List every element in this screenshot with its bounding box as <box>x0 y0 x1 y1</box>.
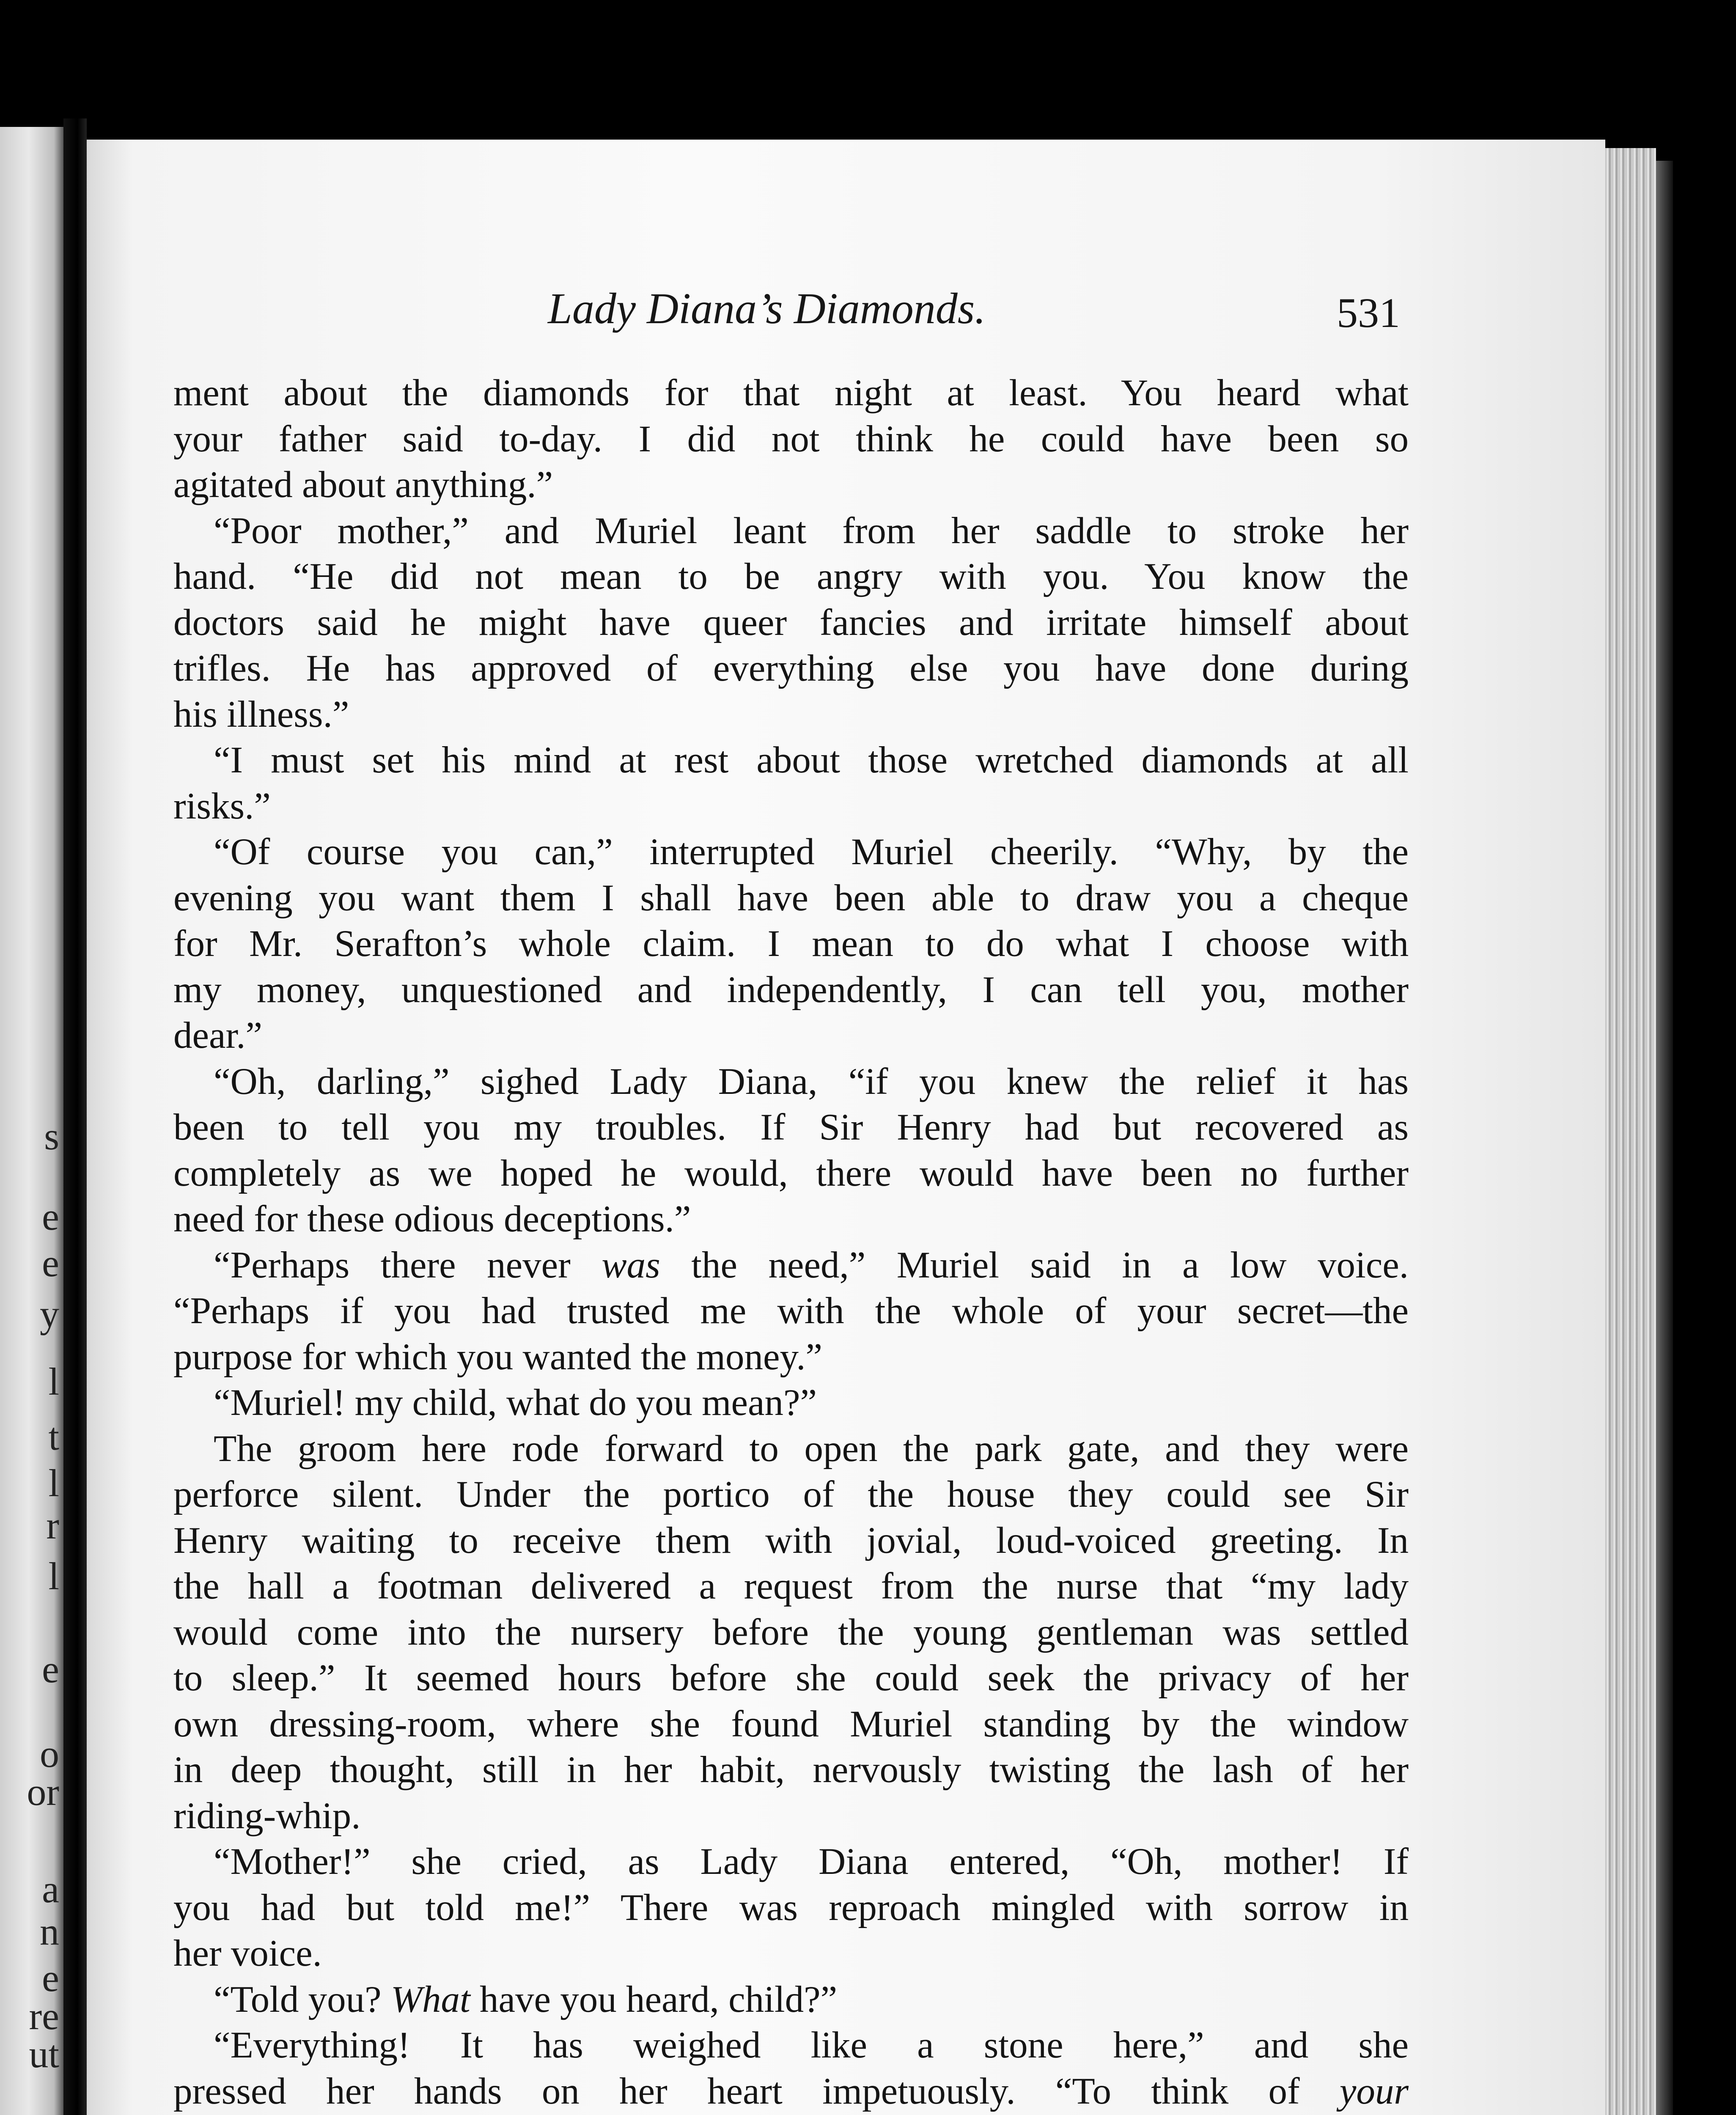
facing-page-fragment: l <box>48 1461 59 1505</box>
facing-page-edge <box>0 127 63 2115</box>
text-line: you had but told me!” There was reproach mingled with sorrow in <box>173 1887 1409 1928</box>
text-line: “Perhaps there never was the need,” Muriel said in a low voice. <box>214 1244 1409 1286</box>
facing-page-fragment: s <box>44 1115 59 1158</box>
text-line: for Mr. Serafton’s whole claim. I mean to do what I choose with <box>173 923 1409 964</box>
facing-page-fragment: e <box>42 1956 59 2000</box>
text-line: been to tell you my troubles. If Sir Henry had but recovered as <box>173 1107 1409 1148</box>
text-line: perforce silent. Under the portico of the house they could see Sir <box>173 1474 1409 1515</box>
text-line: his illness.” <box>173 693 349 735</box>
text-line: hand. “He did not mean to be angry with you. You know the <box>173 556 1409 597</box>
text-line: your father said to-day. I did not think he could have been so <box>173 418 1409 460</box>
text-line: purpose for which you wanted the money.” <box>173 1336 822 1378</box>
text-line: “Everything! It has weighed like a stone here,” and she <box>214 2024 1409 2066</box>
facing-page-fragment: l <box>48 1555 59 1598</box>
text-line: own dressing-room, where she found Muriel standing by the window <box>173 1703 1409 1745</box>
facing-page-fragment: e <box>42 1242 59 1285</box>
text-line: in deep thought, still in her habit, nervously twisting the lash of her <box>173 1749 1409 1791</box>
text-line: Henry waiting to receive them with jovial, loud-voiced greeting. In <box>173 1519 1409 1561</box>
facing-page-fragment: n <box>40 1910 59 1953</box>
text-line: “Poor mother,” and Muriel leant from her saddle to stroke her <box>214 510 1409 552</box>
text-line: “Oh, darling,” sighed Lady Diana, “if you knew the relief it has <box>214 1060 1409 1102</box>
facing-page-fragment: re <box>29 1994 59 2038</box>
text-line: pressed her hands on her heart impetuously. “To think of your <box>173 2070 1409 2112</box>
gutter-shadow <box>63 118 87 2115</box>
facing-page-fragment: e <box>42 1195 59 1238</box>
facing-page-fragment: a <box>42 1868 59 1911</box>
text-line: “Of course you can,” interrupted Muriel cheerily. “Why, by the <box>214 831 1409 873</box>
text-line: evening you want them I shall have been able to draw you a cheque <box>173 877 1409 919</box>
text-line: completely as we hoped he would, there would have been no further <box>173 1152 1409 1194</box>
page-edges <box>1605 148 1656 2115</box>
text-line: risks.” <box>173 785 271 827</box>
text-line: doctors said he might have queer fancies and irritate himself about <box>173 602 1409 643</box>
text-line: “Told you? What have you heard, child?” <box>214 1978 838 2020</box>
facing-page-fragment: y <box>40 1292 59 1335</box>
facing-page-fragment: or <box>27 1770 59 1813</box>
facing-page-fragment: r <box>46 1504 59 1547</box>
text-line: to sleep.” It seemed hours before she could seek the privacy of her <box>173 1657 1409 1699</box>
text-line: trifles. He has approved of everything else you have done during <box>173 648 1409 689</box>
text-line: riding-whip. <box>173 1795 361 1837</box>
text-line: dear.” <box>173 1015 262 1056</box>
page-number: 531 <box>1337 289 1400 336</box>
facing-page-fragment: t <box>48 1415 59 1458</box>
facing-page-fragment: l <box>48 1360 59 1403</box>
text-line: “Perhaps if you had trusted me with the whole of your secret—the <box>173 1290 1409 1332</box>
book-page <box>87 140 1605 2115</box>
running-title: Lady Diana’s Diamonds. <box>548 284 986 333</box>
text-line: would come into the nursery before the young gentleman was settled <box>173 1611 1409 1653</box>
text-line: my money, unquestioned and independently, I can tell you, mother <box>173 969 1409 1011</box>
text-line: agitated about anything.” <box>173 464 553 505</box>
body-text <box>173 370 1409 2115</box>
page-edge-shadow <box>1656 161 1673 2115</box>
text-line: The groom here rode forward to open the park gate, and they were <box>214 1428 1409 1470</box>
text-line: “Muriel! my child, what do you mean?” <box>214 1382 817 1423</box>
text-line: “I must set his mind at rest about those wretched diamonds at all <box>214 739 1409 781</box>
facing-page-fragment: ut <box>29 2033 59 2076</box>
page-header <box>87 279 1605 338</box>
text-line: “Mother!” she cried, as Lady Diana entered, “Oh, mother! If <box>214 1841 1409 1882</box>
facing-page-fragment: o <box>40 1732 59 1775</box>
facing-page-fragment: e <box>42 1648 59 1691</box>
facing-page-text <box>0 127 63 2115</box>
text-line: her voice. <box>173 1933 322 1974</box>
text-line: the hall a footman delivered a request from the nurse that “my lady <box>173 1566 1409 1607</box>
text-line: ment about the diamonds for that night at least. You heard what <box>173 372 1409 414</box>
text-line: need for these odious deceptions.” <box>173 1198 691 1240</box>
